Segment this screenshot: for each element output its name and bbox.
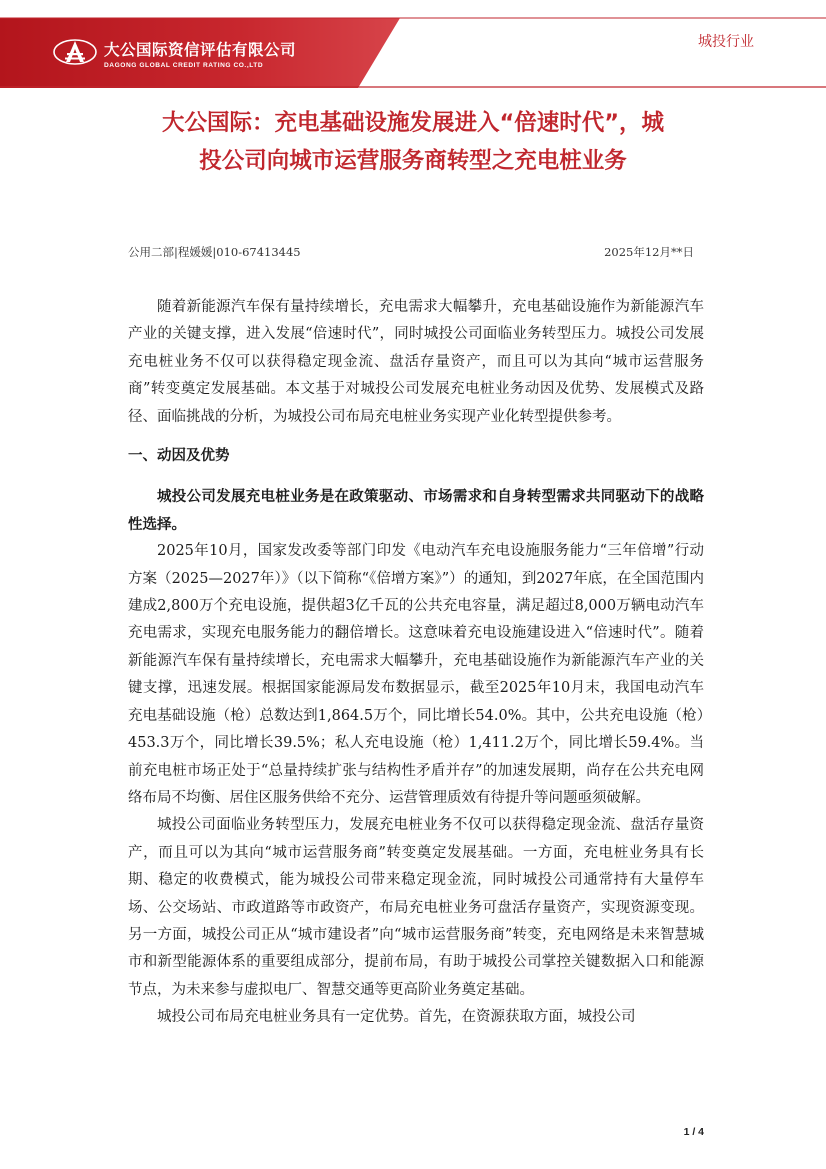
intro-paragraph: 随着新能源汽车保有量持续增长，充电需求大幅攀升，充电基础设施作为新能源汽车产业的关键支撑，进入发展“倍速时代”，同时城投公司面临业务转型压力。城投公司发展充电桩业务不仅可以获得稳定现金流、盘活存量资产，而且可以为其向“城市运营服务商”转变奠定发展基础。本文基于对城投公司发展充电桩业务动因及优势、发展模式及路径、面临挑战的分析，为城投公司布局充电桩业务实现产业化转型提供参考。 bbox=[128, 299, 704, 425]
lead-statement: 城投公司发展充电桩业务是在政策驱动、市场需求和自身转型需求共同驱动下的战略性选择。 bbox=[128, 488, 704, 533]
title-line-2: 投公司向城市运营服务商转型之充电桩业务 bbox=[199, 148, 627, 174]
industry-category: 城投行业 bbox=[698, 34, 754, 50]
company-name-en: DAGONG GLOBAL CREDIT RATING CO.,LTD bbox=[104, 62, 264, 69]
company-name-cn: 大公国际资信评估有限公司 bbox=[104, 41, 297, 59]
body-paragraph: 2025年10月，国家发改委等部门印发《电动汽车充电设施服务能力“三年倍增”行动方案（2025—2027年）》（以下简称“《倍增方案》”）的通知，到2027年底，在全国范围内建成2,800万个充电设施，提供超3亿千瓦的公共充电容量，满足超过8,000万辆电动汽车充电需求，实现充电服务能力的翻倍增长。这意味着充电设施建设进入“倍速时代”。随着新能源汽车保有量持续增长，充电需求大幅攀升，充电基础设施作为新能源汽车产业的关键支撑，迅速发展。根据国家能源局发布数据显示，截至2025年10月末，我国电动汽车充电基础设施（枪）总数达到1,864.5万个，同比增长54.0%。其中，公共充电设施（枪）453.3万个，同比增长39.5%；私人充电设施（枪）1,411.2万个，同比增长59.4%。当前充电桩市场正处于“总量持续扩张与结构性矛盾并存”的加速发展期，尚存在公共充电网络布局不均衡、居住区服务供给不充分、运营管理质效有待提升等问题亟须破解。 bbox=[128, 543, 704, 806]
section-heading: 一、动因及优势 bbox=[128, 448, 230, 465]
title-line-1: 大公国际：充电基础设施发展进入“倍速时代”，城 bbox=[161, 110, 665, 136]
report-date: 2025年12月**日 bbox=[604, 245, 694, 259]
report-body bbox=[128, 294, 704, 1032]
dagong-logo-icon bbox=[52, 38, 98, 66]
body-paragraph: 城投公司面临业务转型压力，发展充电桩业务不仅可以获得稳定现金流、盘活存量资产，而且可以为其向“城市运营服务商”转变奠定发展基础。一方面，充电桩业务具有长期、稳定的收费模式，能为城投公司带来稳定现金流，同时城投公司通常持有大量停车场、公交场站、市政道路等市政资产，布局充电桩业务可盘活存量资产，实现资源变现。另一方面，城投公司正从“城市建设者”向“城市运营服务商”转变，充电网络是未来智慧城市和新型能源体系的重要组成部分，提前布局，有助于城投公司掌控关键数据入口和能源节点，为未来参与虚拟电厂、智慧交通等更高阶业务奠定基础。 bbox=[128, 817, 704, 998]
author-info: 公用二部|程媛媛|010-67413445 bbox=[128, 245, 301, 259]
page-number: 1 / 4 bbox=[683, 1126, 704, 1138]
report-title bbox=[70, 104, 756, 180]
body-paragraph: 城投公司布局充电桩业务具有一定优势。首先，在资源获取方面，城投公司 bbox=[157, 1009, 636, 1026]
company-logo bbox=[104, 38, 296, 69]
